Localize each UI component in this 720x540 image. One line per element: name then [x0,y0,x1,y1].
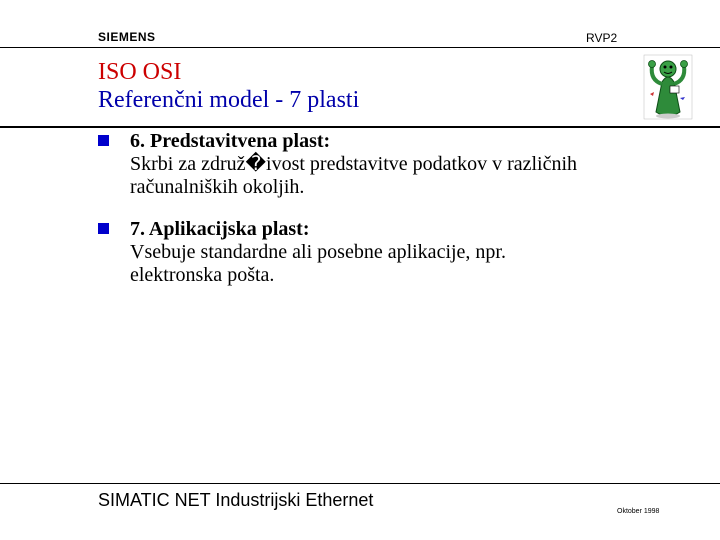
green-mascot-icon [640,52,696,122]
bullet-square-icon [98,135,109,146]
bullet-body [130,241,670,287]
slide-code: RVP2 [586,31,618,45]
bullet-body-line: elektronska pošta. [130,264,275,286]
footer-title: SIMATIC NET Industrijski Ethernet [98,490,374,510]
bullet-body-line: računalniških okoljih. [130,176,305,198]
bullet-heading: 6. Predstavitvena plast: [130,130,331,152]
footer-divider [0,483,720,484]
footer-date: Oktober 1998 [617,508,660,515]
siemens-brand: SIEMENS [98,30,156,44]
bullet-heading: 7. Aplikacijska plast: [130,218,310,240]
bullet-body [130,153,670,199]
bullet-body-line: Vsebuje standardne ali posebne aplikacije, npr. [130,241,506,263]
header-divider [0,47,720,48]
bullet-body-line: Skrbi za združ�ivost predstavitve podatkov v različnih [130,153,578,175]
bullet-square-icon [98,223,109,234]
slide-subtitle: Referenčni model - 7 plasti [98,87,360,113]
title-divider [0,126,720,128]
slide-title: ISO OSI [98,59,182,85]
